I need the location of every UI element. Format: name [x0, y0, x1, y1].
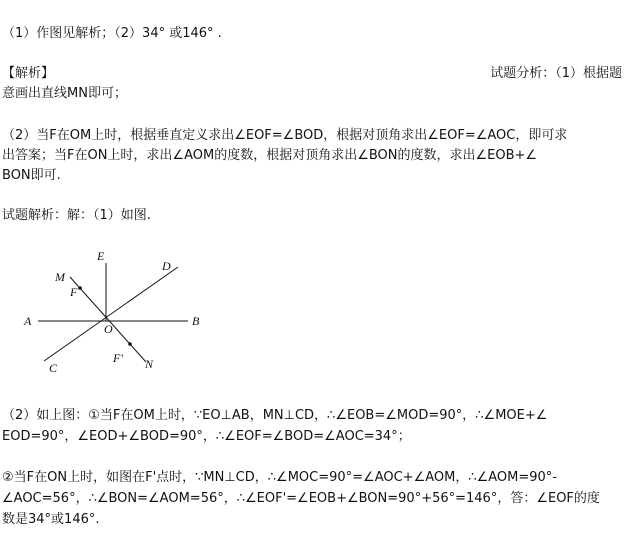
label-O: O — [104, 322, 113, 336]
point-F-prime — [128, 342, 132, 346]
label-A: A — [24, 314, 32, 328]
part2-line1: （2）如上图：①当F在OM上时，∵EO⊥AB，MN⊥CD，∴∠EOB=∠MOD=90°，∴∠MOE+∠ — [2, 408, 548, 423]
line-MN — [70, 277, 146, 362]
label-D: D — [162, 259, 171, 273]
label-F: F — [70, 285, 78, 299]
part2-line3: ②当F在ON上时，如图在F'点时，∵MN⊥CD，∴∠MOC=90°=∠AOC+∠AOM，∴∠AOM=90°- — [2, 470, 557, 485]
analysis-heading: 【解析】 — [2, 66, 55, 81]
part2-line2: EOD=90°，∠EOD+∠BOD=90°，∴∠EOF=∠BOD=∠AOC=34°； — [2, 429, 411, 444]
analysis-part2-line1: （2）当F在OM上时，根据垂直定义求出∠EOF=∠BOD，根据对顶角求出∠EOF=∠AOC，即可求 — [2, 128, 568, 143]
label-C: C — [49, 361, 58, 375]
solution-line1: 试题解析：解：（1）如图. — [2, 208, 151, 223]
geometry-figure — [0, 240, 240, 390]
analysis-intro-right: 试题分析：（1）根据题 — [490, 66, 622, 81]
label-F-prime: F' — [113, 351, 123, 365]
analysis-intro-continued: 意画出直线MN即可； — [2, 86, 127, 101]
answer-line: （1）作图见解析；（2）34° 或146° . — [2, 26, 222, 41]
label-M: M — [55, 270, 65, 284]
part2-line5: 数是34°或146°. — [2, 512, 100, 527]
analysis-part2-line3: BON即可. — [2, 168, 61, 183]
label-E: E — [97, 249, 105, 263]
analysis-part2-line2: 出答案；当F在ON上时，求出∠AOM的度数，根据对顶角求出∠BON的度数，求出∠EOB+∠ — [2, 148, 538, 163]
part2-line4: ∠AOC=56°，∴∠BON=∠AOM=56°，∴∠EOF'=∠EOB+∠BON=90°+56°=146°，答：∠EOF的度 — [2, 491, 600, 506]
point-F — [78, 286, 82, 290]
label-B: B — [192, 314, 200, 328]
label-N: N — [145, 357, 154, 371]
